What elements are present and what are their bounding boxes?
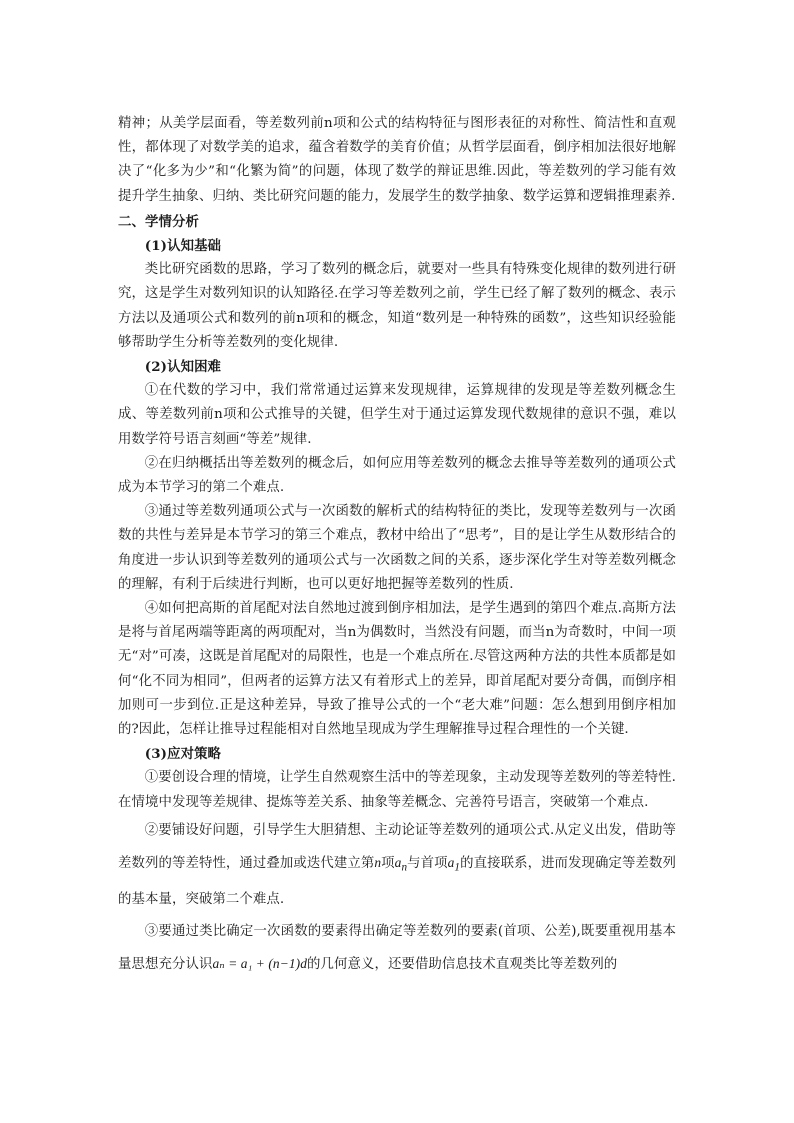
section-heading-analysis: 二、学情分析 (118, 213, 199, 230)
text-run: 的直接联系，进而发现确定等差数列的基本量，突破第二个难点. (118, 855, 676, 907)
text-run: 与首项 (407, 855, 448, 871)
subheading-cognitive-basis: (1)认知基础 (144, 238, 222, 255)
paragraph-strategy-2 (118, 815, 676, 916)
paragraph-difficulty-3: ③通过等差数列通项公式与一次函数的解析式的结构特征的类比，发现等差数列与一次函数的共性与差异是本节学习的第三个难点，教材中给出了“思考”，目的是让学生从数形结合的角度进一步认识到等差数列的通项公式与一次函数之间的关系，逐步深化学生对等差数列概念的理解，有利于后续进行判断，也可以更好地把握等差数列的性质. (118, 504, 676, 592)
text-run: ③要通过类比确定一次函数的要素得出确定等差数列的要素(首项、公差),既要重视用基本量思想充分认识 (118, 923, 676, 972)
paragraph-difficulty-2: ②在归纳概括出等差数列的概念后，如何应用等差数列的概念去推导等差数列的通项公式成为本节学习的第二个难点. (118, 455, 676, 496)
paragraph-difficulty-1: ①在代数的学习中，我们常常通过运算来发现规律，运算规律的发现是等差数列概念生成、等差数列前n项和公式推导的关键，但学生对于通过运算发现代数规律的意识不强，难以用数学符号语言刻画“等差”规律. (118, 383, 676, 447)
paragraph-strategy-1: ①要创设合理的情境，让学生自然观察生活中的等差现象，主动发现等差数列的等差特性.在情境中发现等差规律、提炼等差关系、抽象等差概念、完善符号语言，突破第一个难点. (118, 770, 676, 810)
math-a-n: $a_n$ (394, 854, 408, 874)
paragraph-cognitive-basis: 类比研究函数的思路，学习了数列的概念后，就要对一些具有特殊变化规律的数列进行研究，这是学生对数列知识的认知路径.在学习等差数列之前，学生已经了解了数列的概念、表示方法以及通项公式和数列的前n项和的概念，知道“数列是一种特殊的函数”，这些知识经验能够帮助学生分析等差数列的变化规律. (118, 262, 676, 350)
math-n: n (374, 854, 382, 870)
text-run: 项 (381, 855, 395, 871)
paragraph-strategy-3 (118, 916, 676, 981)
text-run: ②要铺设好问题，引导学生大胆猜想、主动论证等差数列的通项公式.从定义出发，借助等差数列的等差特性，通过叠加或迭代建立第 (118, 822, 676, 871)
subheading-cognitive-difficulty: (2)认知困难 (144, 359, 222, 376)
subheading-strategy: (3)应对策略 (144, 746, 222, 763)
text-run: 的几何意义，还要借助信息技术直观类比等差数列的 (307, 956, 618, 972)
paragraph-intro-end: 精神；从美学层面看，等差数列前n项和公式的结构特征与图形表征的对称性、简洁性和直观性，都体现了对数学美的追求，蕴含着数学的美育价值；从哲学层面看，倒序相加法很好地解决了“化多为少”和“化繁为简”的问题，体现了数学的辩证思维.因此，等差数列的学习能有效提升学生抽象、归纳、类比研究问题的能力，发展学生的数学抽象、数学运算和逻辑推理素养. (118, 116, 676, 204)
paragraph-difficulty-4: ④如何把高斯的首尾配对法自然地过渡到倒序相加法，是学生遇到的第四个难点.高斯方法是将与首尾两端等距离的两项配对，当n为偶数时，当然没有问题，而当n为奇数时，中间一项无“对”可凑，这既是首尾配对的局限性，也是一个难点所在.尽管这两种方法的共性本质都是如何“化不同为相同”，但两者的运算方法又有着形式上的差异，即首尾配对要分奇偶，而倒序相加则可一步到位.正是这种差异，导致了推导公式的一个“老大难”问题：怎么想到用倒序相加的?因此，怎样让推导过程能相对自然地呈现成为学生理解推导过程合理性的一个关键. (118, 601, 676, 738)
math-a-1: $a_1$ (447, 854, 461, 874)
math-formula: aₙ = a₁ + (n−1)d (212, 955, 308, 971)
